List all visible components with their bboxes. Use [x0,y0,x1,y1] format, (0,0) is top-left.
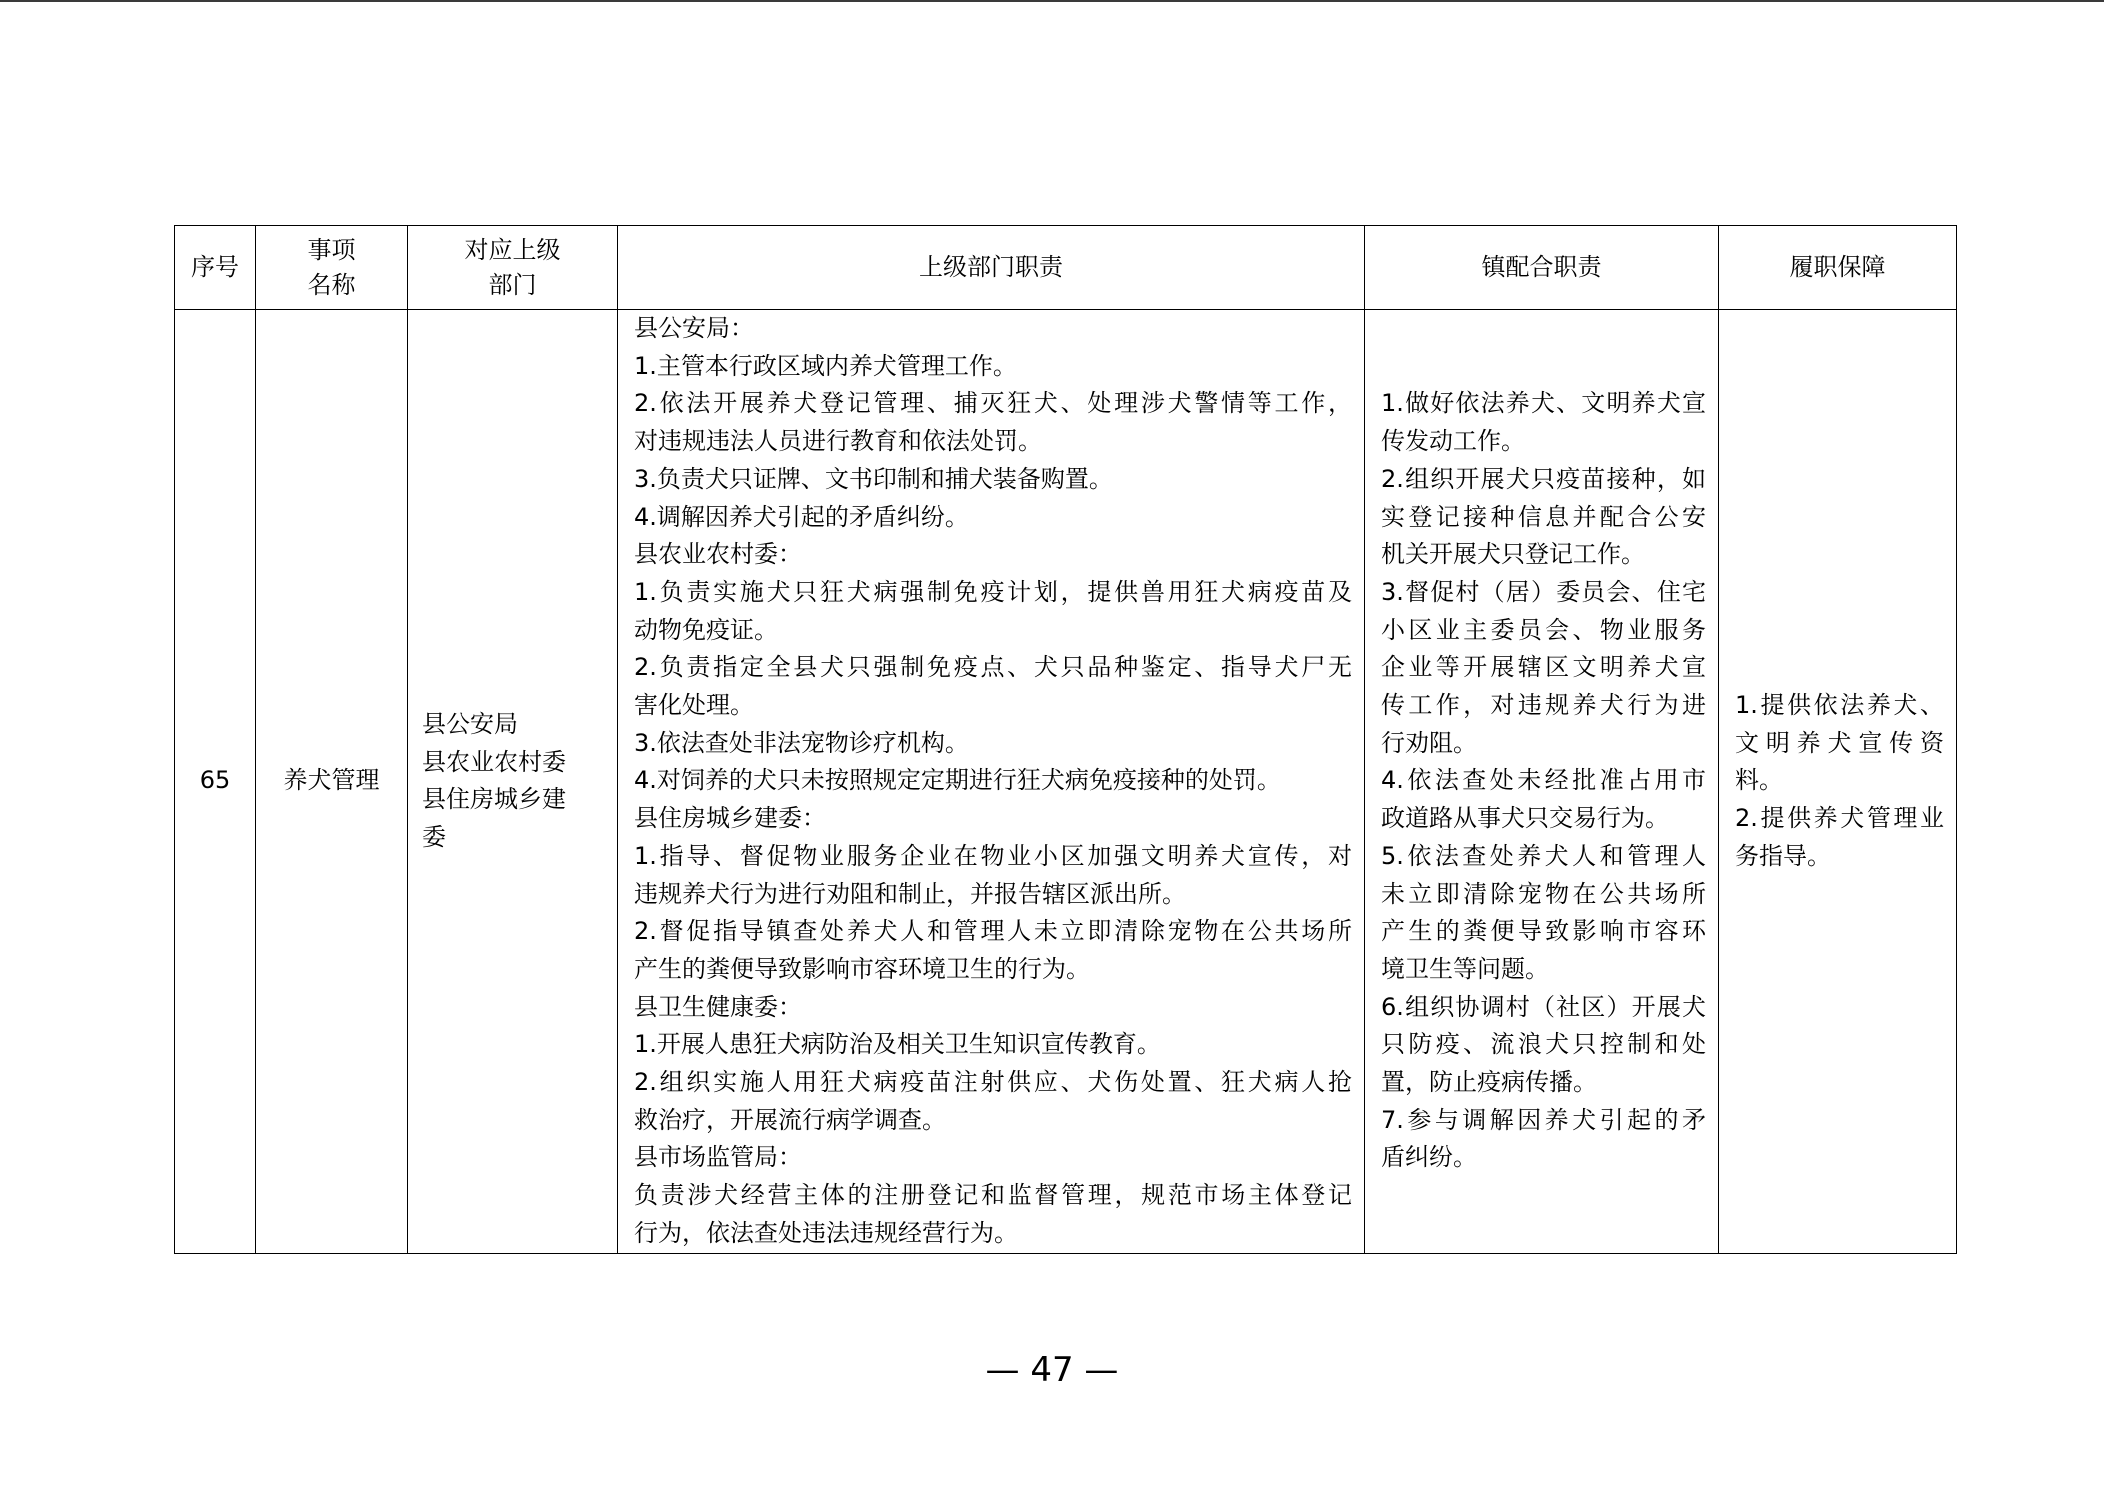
town-duty-line: 盾纠纷。 [1381,1143,1477,1172]
upper-duty-line: 害化处理。 [634,691,754,720]
department-line: 县住房城乡建 [422,785,566,814]
upper-duty-line: 2.督促指导镇查处养犬人和管理人未立即清除宠物在公共场所 [634,917,1352,946]
guarantee-line: 务指导。 [1735,841,1831,870]
header-guarantee: 履职保障 [1719,226,1957,310]
header-item-name-line2: 名称 [307,270,356,299]
upper-duty-line: 县农业农村委： [634,540,802,569]
town-duty-line: 1.做好依法养犬、文明养犬宣 [1381,389,1706,418]
town-duty-line: 2.组织开展犬只疫苗接种，如 [1381,464,1706,493]
upper-duty-line: 1.负责实施犬只狂犬病强制免疫计划，提供兽用狂犬病疫苗及 [634,577,1352,606]
town-duty-line: 置，防止疫病传播。 [1381,1068,1597,1097]
town-duty-line: 实登记接种信息并配合公安 [1381,502,1706,531]
upper-duty-line: 县卫生健康委： [634,992,802,1021]
town-duty-line: 6.组织协调村（社区）开展犬 [1381,992,1706,1021]
row-upper-duty [618,310,1365,1254]
department-line: 委 [422,822,446,851]
town-duty-line: 境卫生等问题。 [1381,954,1549,983]
department-line: 县农业农村委 [422,747,566,776]
guarantee-line: 料。 [1735,766,1783,795]
upper-duty-line: 1.主管本行政区域内养犬管理工作。 [634,351,1017,380]
town-duty-line: 传工作，对违规养犬行为进 [1381,691,1706,720]
town-duty-line: 企业等开展辖区文明养犬宣 [1381,653,1706,682]
town-duty-line: 行劝阻。 [1381,728,1477,757]
header-town-duty: 镇配合职责 [1365,226,1719,310]
upper-duty-line: 县市场监管局： [634,1143,802,1172]
town-duty-line: 未立即清除宠物在公共场所 [1381,879,1706,908]
upper-duty-line: 1.开展人患狂犬病防治及相关卫生知识宣传教育。 [634,1030,1161,1059]
row-seq: 65 [175,310,256,1254]
upper-duty-line: 对违规违法人员进行教育和依法处罚。 [634,427,1042,456]
town-duty-line: 小区业主委员会、物业服务 [1381,615,1706,644]
upper-duty-line: 2.组织实施人用狂犬病疫苗注射供应、犬伤处置、狂犬病人抢 [634,1068,1352,1097]
upper-duty-line: 县住房城乡建委： [634,804,826,833]
header-upper-dept-line1: 对应上级 [464,235,561,264]
duty-table [174,225,1957,1254]
town-duty-line: 政道路从事犬只交易行为。 [1381,804,1669,833]
upper-duty-line: 行为，依法查处违法违规经营行为。 [634,1218,1018,1247]
header-upper-dept-line2: 部门 [488,270,537,299]
upper-duty-line: 动物免疫证。 [634,615,778,644]
town-duty-line: 机关开展犬只登记工作。 [1381,540,1645,569]
upper-duty-line: 1.指导、督促物业服务企业在物业小区加强文明养犬宣传，对 [634,841,1352,870]
header-item-name [256,226,408,310]
top-border-line [0,0,2104,2]
upper-duty-line: 产生的粪便导致影响市容环境卫生的行为。 [634,954,1090,983]
guarantee-line: 文明养犬宣传资 [1735,728,1944,757]
table-header-row [175,226,1957,310]
row-item-name: 养犬管理 [256,310,408,1254]
upper-duty-line: 2.依法开展养犬登记管理、捕灭狂犬、处理涉犬警情等工作， [634,389,1352,418]
upper-duty-line: 3.负责犬只证牌、文书印制和捕犬装备购置。 [634,464,1113,493]
header-upper-dept [408,226,618,310]
upper-duty-line: 2.负责指定全县犬只强制免疫点、犬只品种鉴定、指导犬尸无 [634,653,1352,682]
upper-duty-line: 4.调解因养犬引起的矛盾纠纷。 [634,502,969,531]
town-duty-line: 产生的粪便导致影响市容环 [1381,917,1706,946]
table-row [175,310,1957,1254]
upper-duty-line: 救治疗，开展流行病学调查。 [634,1105,946,1134]
row-guarantee [1719,310,1957,1254]
row-town-duty [1365,310,1719,1254]
town-duty-line: 5.依法查处养犬人和管理人 [1381,841,1706,870]
upper-duty-line: 3.依法查处非法宠物诊疗机构。 [634,728,969,757]
row-departments [408,310,618,1254]
upper-duty-line: 4.对饲养的犬只未按照规定定期进行狂犬病免疫接种的处罚。 [634,766,1281,795]
upper-duty-line: 违规养犬行为进行劝阻和制止，并报告辖区派出所。 [634,879,1186,908]
town-duty-line: 传发动工作。 [1381,427,1525,456]
department-line: 县公安局 [422,709,518,738]
town-duty-line: 7.参与调解因养犬引起的矛 [1381,1105,1706,1134]
page-number: — 47 — [985,1350,1119,1390]
upper-duty-line: 负责涉犬经营主体的注册登记和监督管理，规范市场主体登记 [634,1181,1352,1210]
upper-duty-line: 县公安局： [634,314,754,342]
town-duty-line: 只防疫、流浪犬只控制和处 [1381,1030,1706,1059]
town-duty-line: 3.督促村（居）委员会、住宅 [1381,577,1706,606]
guarantee-line: 2.提供养犬管理业 [1735,804,1944,833]
header-upper-duty: 上级部门职责 [618,226,1365,310]
town-duty-line: 4.依法查处未经批准占用市 [1381,766,1706,795]
guarantee-line: 1.提供依法养犬、 [1735,691,1944,720]
header-seq: 序号 [175,226,256,310]
header-item-name-line1: 事项 [307,235,356,264]
